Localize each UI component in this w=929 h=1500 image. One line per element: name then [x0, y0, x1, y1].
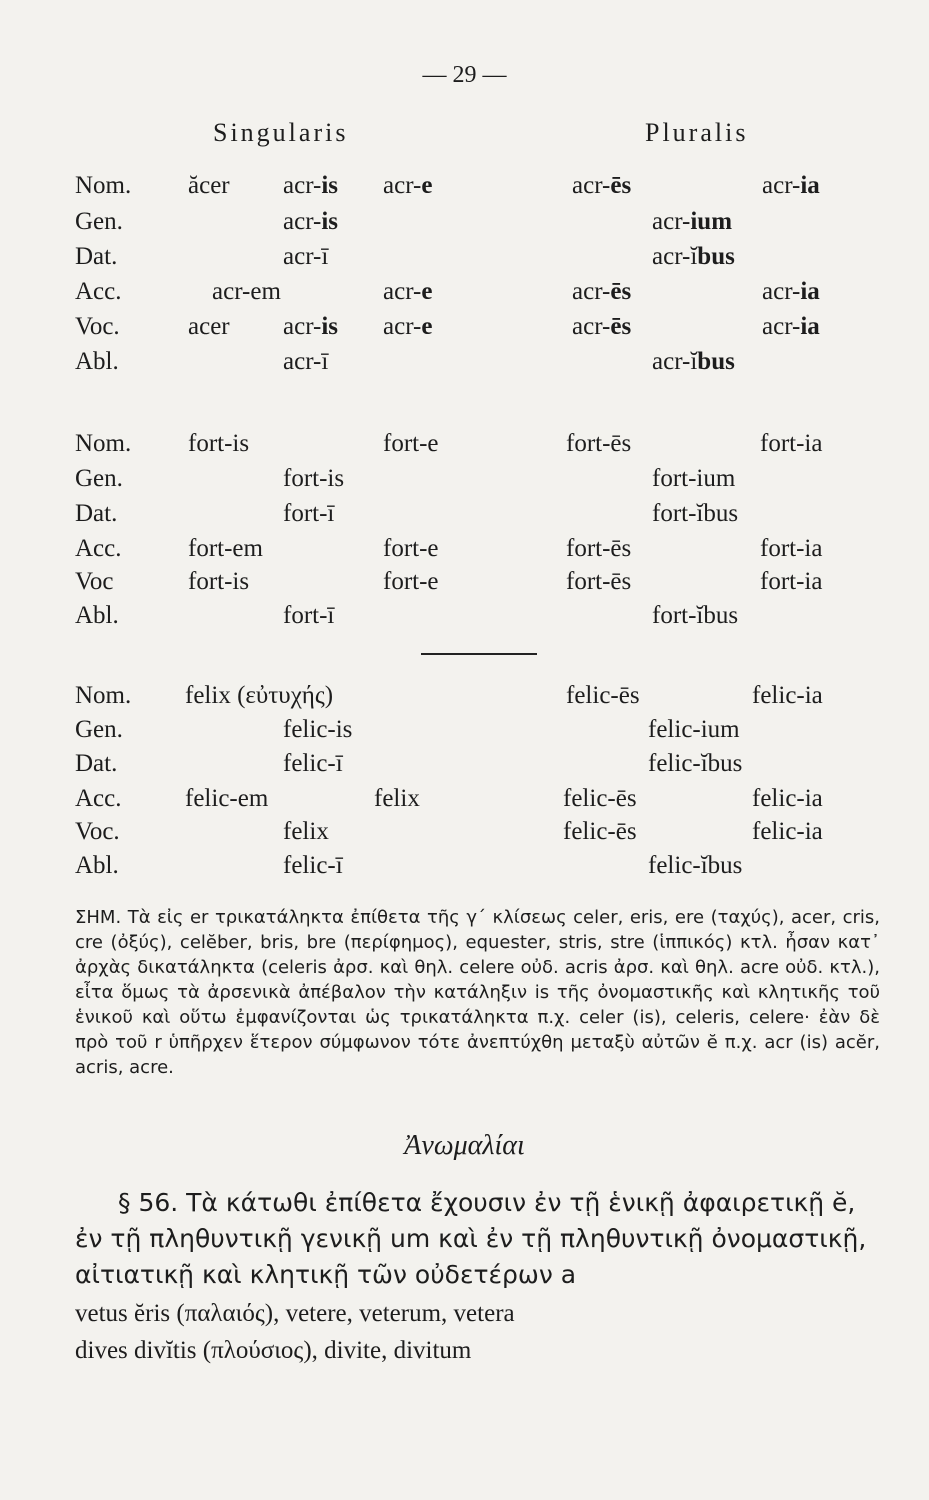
- form: fort-ēs: [566, 535, 632, 562]
- form: felic-ēs: [566, 682, 640, 709]
- section-title: Ἀνωμαλίαι: [404, 1130, 525, 1161]
- examples-list: [75, 1295, 515, 1369]
- form: acr-em: [212, 278, 281, 305]
- case-label: Voc.: [75, 313, 120, 340]
- case-label: Nom.: [75, 172, 132, 199]
- case-label: Gen.: [75, 465, 123, 492]
- example-line: dives divĭtis (πλούσιος), divite, divitum: [75, 1337, 472, 1364]
- form: fort-ĭbus: [652, 602, 739, 629]
- form: acr-ĭbus: [652, 348, 735, 375]
- case-label: Voc.: [75, 818, 120, 845]
- form: felic-ēs: [563, 785, 637, 812]
- form: felic-em: [185, 785, 269, 812]
- form: acr-ī: [283, 243, 329, 270]
- form: fort-e: [383, 430, 439, 457]
- form: fort-ī: [283, 500, 335, 527]
- form: felic-ēs: [563, 818, 637, 845]
- separator-rule: [421, 653, 537, 655]
- form: felix: [374, 785, 420, 812]
- form: fort-is: [188, 430, 250, 457]
- form: acr-ia: [762, 278, 820, 305]
- example-line: vetus ĕris (παλαιός), vetere, veterum, vetera: [75, 1300, 515, 1327]
- form: acr-ēs: [572, 313, 632, 340]
- page-number: — 29 —: [422, 62, 507, 88]
- form: fort-ēs: [566, 430, 632, 457]
- form: fort-is: [283, 465, 345, 492]
- form: felic-ĭbus: [648, 852, 743, 879]
- form: acr-e: [383, 313, 433, 340]
- form: felic-ia: [752, 785, 823, 812]
- form: acr-e: [383, 278, 433, 305]
- form: acr-ia: [762, 172, 820, 199]
- form: acr-e: [383, 172, 433, 199]
- form: fort-ia: [760, 535, 823, 562]
- paragraph-text: § 56. Τὰ κάτωθι ἐπίθετα ἔχουσιν ἐν τῇ ἑνικῇ ἀφαιρετικῇ ĕ, ἐν τῇ πληθυντικῇ γενικῇ um καὶ ἐν τῇ πληθυντικῇ ὀνομαστικῇ, αἰτιατικῇ καὶ κλητικῇ τῶν οὐδετέρων a: [75, 1188, 867, 1289]
- form: felic-ī: [283, 852, 343, 879]
- case-label: Dat.: [75, 750, 118, 777]
- form: acr-ēs: [572, 278, 632, 305]
- form: felix: [283, 818, 329, 845]
- form: fort-ia: [760, 568, 823, 595]
- form: fort-ium: [652, 465, 736, 492]
- form: acr-ī: [283, 348, 329, 375]
- form: felic-ia: [752, 818, 823, 845]
- header-singular: Singularis: [213, 118, 349, 147]
- form: acr-ĭbus: [652, 243, 735, 270]
- case-label: Voc: [75, 568, 114, 595]
- form: fort-ia: [760, 430, 823, 457]
- form: fort-is: [188, 568, 250, 595]
- case-label: Acc.: [75, 785, 122, 812]
- note-label: ΣΗΜ.: [75, 907, 122, 928]
- form: acr-is: [283, 313, 339, 340]
- case-label: Acc.: [75, 535, 122, 562]
- form: acr-ium: [652, 208, 733, 235]
- form: fort-e: [383, 568, 439, 595]
- form: fort-ēs: [566, 568, 632, 595]
- form: felic-ia: [752, 682, 823, 709]
- case-label: Abl.: [75, 852, 119, 879]
- note-text: Τὰ εἰς er τρικατάληκτα ἐπίθετα τῆς γ΄ κλίσεως celer, eris, ere (ταχύς), acer, cris, cre (ὀξύς), celĕber, bris, bre (περίφημος), equester, stris, stre (ἱππικός) κτλ. ἦσαν κατ᾽ ἀρχὰς δικατάληκτα (celeris ἀρσ. καὶ θηλ. celere οὐδ. acris ἀρσ. καὶ θηλ. acre οὐδ. κτλ.), εἶτα ὅμως τὰ ἀρσενικὰ ἀπέβαλον τὴν κατάληξιν is τῆς ὀνομαστικῆς καὶ κλητικῆς τοῦ ἑνικοῦ καὶ οὕτω ἐμφανίζονται ὡς τρικατάληκτα π.χ. celer (is), celeris, celere· ἐὰν δὲ πρὸ τοῦ r ὑπῆρχεν ἕτερον σύμφωνον τότε ἀνεπτύχθη μεταξὺ αὐτῶν ĕ π.χ. acr (is) acĕr, acris, acre.: [75, 907, 880, 1078]
- form: ăcer: [188, 172, 230, 199]
- form: acr-ia: [762, 313, 820, 340]
- case-label: Gen.: [75, 716, 123, 743]
- form: acr-is: [283, 208, 339, 235]
- form: felic-is: [283, 716, 353, 743]
- case-label: Nom.: [75, 682, 132, 709]
- case-label: Abl.: [75, 602, 119, 629]
- case-label: Gen.: [75, 208, 123, 235]
- header-plural: Pluralis: [645, 118, 749, 147]
- form: acer: [188, 313, 230, 340]
- form: felic-ium: [648, 716, 740, 743]
- form: acr-is: [283, 172, 339, 199]
- form: fort-e: [383, 535, 439, 562]
- case-label: Acc.: [75, 278, 122, 305]
- form: felix (εὐτυχής): [185, 682, 334, 709]
- case-label: Nom.: [75, 430, 132, 457]
- form: acr-ēs: [572, 172, 632, 199]
- form: fort-em: [188, 535, 263, 562]
- case-label: Abl.: [75, 348, 119, 375]
- form: felic-ĭbus: [648, 750, 743, 777]
- grammar-note: [75, 905, 880, 1080]
- form: fort-ĭbus: [652, 500, 739, 527]
- case-label: Dat.: [75, 500, 118, 527]
- form: felic-ī: [283, 750, 343, 777]
- section-paragraph: [75, 1185, 885, 1293]
- case-label: Dat.: [75, 243, 118, 270]
- form: fort-ī: [283, 602, 335, 629]
